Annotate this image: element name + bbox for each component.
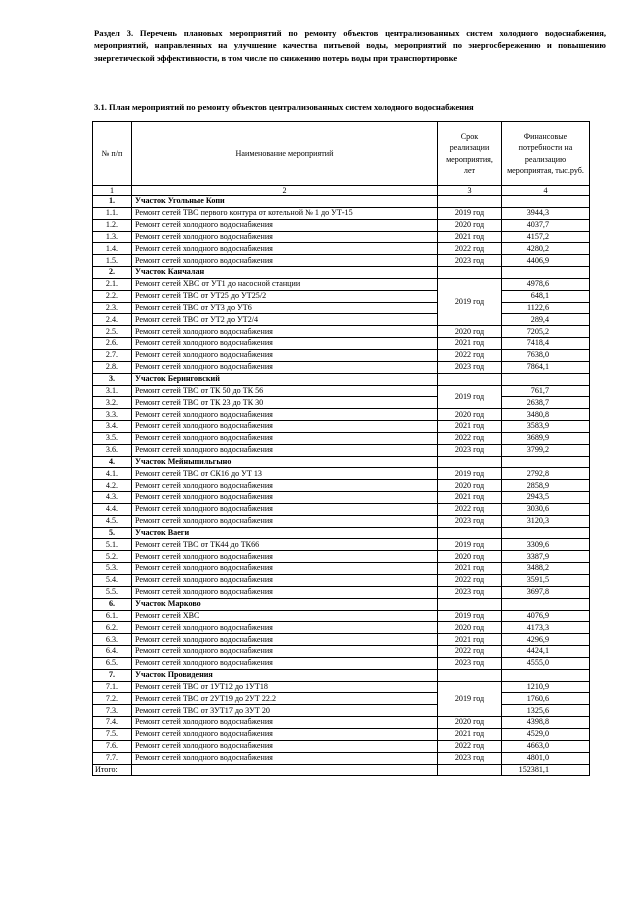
site-number: 1. [93,196,132,208]
financial-need: 7205,2 [502,326,590,338]
table-row [93,480,590,492]
total-row [93,764,590,776]
row-number: 6.1. [93,610,132,622]
row-number: 5.3. [93,563,132,575]
measure-name: Ремонт сетей ХВС от УТ1 до насосной станции [132,278,438,290]
site-empty-money [502,669,590,681]
row-number: 2.3. [93,302,132,314]
header-name: Наименование мероприятий [132,122,438,186]
row-number: 4.4. [93,503,132,515]
row-number: 2.1. [93,278,132,290]
implementation-year: 2019 год [438,681,502,717]
financial-need: 2943,5 [502,492,590,504]
measure-name: Ремонт сетей ТВС от УТ2 до УТ2/4 [132,314,438,326]
table-row [93,243,590,255]
implementation-year: 2021 год [438,338,502,350]
measure-name: Ремонт сетей ТВС от ТК44 до ТК66 [132,539,438,551]
table-row [93,657,590,669]
financial-need: 4173,3 [502,622,590,634]
site-row [93,196,590,208]
implementation-year: 2020 год [438,622,502,634]
financial-need: 2858,9 [502,480,590,492]
header-money: Финансовые потребности на реализацию мероприятая, тыс.руб. [502,122,590,186]
table-row [93,302,590,314]
row-number: 6.3. [93,634,132,646]
implementation-year: 2022 год [438,503,502,515]
measure-name: Ремонт сетей холодного водоснабжения [132,432,438,444]
site-empty-money [502,196,590,208]
table-row [93,515,590,527]
total-money: 152381,1 [502,764,590,776]
total-label: Итого: [93,764,132,776]
financial-need: 1760,6 [502,693,590,705]
repair-plan-table [92,121,590,776]
table-row [93,752,590,764]
financial-need: 4037,7 [502,219,590,231]
site-title: Участок Ваеги [132,527,438,539]
row-number: 5.1. [93,539,132,551]
implementation-year: 2019 год [438,385,502,409]
table-row [93,492,590,504]
header-num: № п/п [93,122,132,186]
row-number: 7.5. [93,728,132,740]
site-number: 2. [93,267,132,279]
financial-need: 3480,8 [502,409,590,421]
row-number: 1.1. [93,207,132,219]
financial-need: 1210,9 [502,681,590,693]
section-heading: Раздел 3. Перечень плановых мероприятий по ремонту объектов централизованных систем холодного водоснабжения, мероприятий, направленных на улучшение качества питьевой воды, мероприятий по энергосбережению и повышению энергетической эффективности, в том числе по снижению потерь воды при транспортировке [94,28,606,63]
table-row [93,397,590,409]
financial-need: 3591,5 [502,575,590,587]
table-row [93,646,590,658]
implementation-year: 2021 год [438,634,502,646]
measure-name: Ремонт сетей холодного водоснабжения [132,657,438,669]
financial-need: 4076,9 [502,610,590,622]
implementation-year: 2020 год [438,551,502,563]
measure-name: Ремонт сетей холодного водоснабжения [132,575,438,587]
table-row [93,622,590,634]
row-number: 4.2. [93,480,132,492]
measure-name: Ремонт сетей холодного водоснабжения [132,243,438,255]
site-number: 4. [93,456,132,468]
measure-name: Ремонт сетей холодного водоснабжения [132,338,438,350]
measure-name: Ремонт сетей холодного водоснабжения [132,421,438,433]
site-row [93,598,590,610]
financial-need: 3120,3 [502,515,590,527]
measure-name: Ремонт сетей холодного водоснабжения [132,563,438,575]
implementation-year: 2022 год [438,349,502,361]
site-row [93,527,590,539]
measure-name: Ремонт сетей ТВС первого контура от котельной № 1 до УТ-15 [132,207,438,219]
financial-need: 3488,2 [502,563,590,575]
measure-name: Ремонт сетей ТВС от УТ25 до УТ25/2 [132,290,438,302]
financial-need: 2792,8 [502,468,590,480]
site-empty-term [438,267,502,279]
row-number: 5.2. [93,551,132,563]
measure-name: Ремонт сетей холодного водоснабжения [132,551,438,563]
measure-name: Ремонт сетей ТВС от УТ3 до УТ6 [132,302,438,314]
table-body [93,196,590,765]
table-row [93,326,590,338]
table-row [93,338,590,350]
table-row [93,740,590,752]
row-number: 2.4. [93,314,132,326]
site-title: Участок Марково [132,598,438,610]
financial-need: 4280,2 [502,243,590,255]
row-number: 3.2. [93,397,132,409]
site-title: Участок Беринговский [132,373,438,385]
row-number: 2.7. [93,349,132,361]
implementation-year: 2019 год [438,278,502,325]
site-empty-term [438,373,502,385]
implementation-year: 2023 год [438,361,502,373]
row-number: 7.7. [93,752,132,764]
financial-need: 648,1 [502,290,590,302]
table-row [93,207,590,219]
implementation-year: 2023 год [438,515,502,527]
site-empty-money [502,267,590,279]
row-number: 3.1. [93,385,132,397]
measure-name: Ремонт сетей холодного водоснабжения [132,480,438,492]
row-number: 7.3. [93,705,132,717]
measure-name: Ремонт сетей холодного водоснабжения [132,255,438,267]
measure-name: Ремонт сетей холодного водоснабжения [132,503,438,515]
measure-name: Ремонт сетей ТВС от ТК 23 до ТК 30 [132,397,438,409]
financial-need: 7864,1 [502,361,590,373]
row-number: 3.6. [93,444,132,456]
implementation-year: 2023 год [438,657,502,669]
implementation-year: 2023 год [438,444,502,456]
measure-name: Ремонт сетей холодного водоснабжения [132,586,438,598]
row-number: 3.5. [93,432,132,444]
column-number: 1 [93,186,132,196]
implementation-year: 2022 год [438,740,502,752]
financial-need: 7418,4 [502,338,590,350]
column-number: 2 [132,186,438,196]
implementation-year: 2021 год [438,231,502,243]
implementation-year: 2019 год [438,610,502,622]
table-row [93,610,590,622]
column-number-row [93,186,590,196]
financial-need: 4296,9 [502,634,590,646]
site-empty-money [502,598,590,610]
header-term: Срок реализации мероприятия, лет [438,122,502,186]
implementation-year: 2020 год [438,717,502,729]
measure-name: Ремонт сетей холодного водоснабжения [132,219,438,231]
row-number: 5.5. [93,586,132,598]
table-row [93,468,590,480]
table-row [93,278,590,290]
implementation-year: 2020 год [438,219,502,231]
site-row [93,267,590,279]
implementation-year: 2020 год [438,326,502,338]
table-row [93,421,590,433]
financial-need: 3697,8 [502,586,590,598]
implementation-year: 2022 год [438,432,502,444]
row-number: 2.5. [93,326,132,338]
measure-name: Ремонт сетей холодного водоснабжения [132,740,438,752]
measure-name: Ремонт сетей холодного водоснабжения [132,409,438,421]
table-row [93,361,590,373]
financial-need: 4801,0 [502,752,590,764]
financial-need: 4406,9 [502,255,590,267]
measure-name: Ремонт сетей ТВС от 2УТ19 до 2УТ 22.2 [132,693,438,705]
implementation-year: 2023 год [438,255,502,267]
table-row [93,255,590,267]
measure-name: Ремонт сетей ТВС от СК16 до УТ 13 [132,468,438,480]
implementation-year: 2019 год [438,539,502,551]
row-number: 5.4. [93,575,132,587]
site-title: Участок Угольные Копи [132,196,438,208]
site-title: Участок Канчалан [132,267,438,279]
measure-name: Ремонт сетей холодного водоснабжения [132,231,438,243]
site-row [93,373,590,385]
implementation-year: 2021 год [438,492,502,504]
table-row [93,231,590,243]
table-row [93,290,590,302]
financial-need: 4529,0 [502,728,590,740]
table-row [93,563,590,575]
row-number: 4.3. [93,492,132,504]
financial-need: 7638,0 [502,349,590,361]
table-row [93,728,590,740]
measure-name: Ремонт сетей холодного водоснабжения [132,634,438,646]
financial-need: 3387,9 [502,551,590,563]
site-number: 7. [93,669,132,681]
table-row [93,634,590,646]
row-number: 1.4. [93,243,132,255]
site-empty-term [438,598,502,610]
measure-name: Ремонт сетей холодного водоснабжения [132,349,438,361]
table-row [93,551,590,563]
financial-need: 3689,9 [502,432,590,444]
financial-need: 4663,0 [502,740,590,752]
table-row [93,705,590,717]
measure-name: Ремонт сетей ХВС [132,610,438,622]
financial-need: 4398,8 [502,717,590,729]
row-number: 3.4. [93,421,132,433]
measure-name: Ремонт сетей ТВС от 3УТ17 до 3УТ 20 [132,705,438,717]
table-row [93,586,590,598]
site-number: 5. [93,527,132,539]
site-number: 6. [93,598,132,610]
financial-need: 1325,6 [502,705,590,717]
measure-name: Ремонт сетей холодного водоснабжения [132,515,438,527]
financial-need: 3030,6 [502,503,590,515]
implementation-year: 2022 год [438,575,502,587]
table-row [93,385,590,397]
row-number: 1.5. [93,255,132,267]
header-row [93,122,590,186]
implementation-year: 2023 год [438,752,502,764]
implementation-year: 2020 год [438,409,502,421]
site-row [93,669,590,681]
financial-need: 4424,1 [502,646,590,658]
row-number: 6.4. [93,646,132,658]
site-title: Участок Мейныпильгыно [132,456,438,468]
total-empty-cell [132,764,438,776]
row-number: 2.6. [93,338,132,350]
row-number: 6.5. [93,657,132,669]
column-number: 3 [438,186,502,196]
financial-need: 2638,7 [502,397,590,409]
implementation-year: 2022 год [438,243,502,255]
table-row [93,681,590,693]
row-number: 7.4. [93,717,132,729]
measure-name: Ремонт сетей холодного водоснабжения [132,717,438,729]
site-empty-term [438,669,502,681]
row-number: 1.3. [93,231,132,243]
measure-name: Ремонт сетей холодного водоснабжения [132,361,438,373]
measure-name: Ремонт сетей холодного водоснабжения [132,492,438,504]
financial-need: 4555,0 [502,657,590,669]
row-number: 7.2. [93,693,132,705]
measure-name: Ремонт сетей холодного водоснабжения [132,622,438,634]
row-number: 7.6. [93,740,132,752]
measure-name: Ремонт сетей холодного водоснабжения [132,326,438,338]
subsection-heading: 3.1. План мероприятий по ремонту объектов централизованных систем холодного водоснабжения [94,102,474,112]
column-number: 4 [502,186,590,196]
financial-need: 289,4 [502,314,590,326]
measure-name: Ремонт сетей холодного водоснабжения [132,728,438,740]
measure-name: Ремонт сетей холодного водоснабжения [132,444,438,456]
financial-need: 3583,9 [502,421,590,433]
table-row [93,432,590,444]
implementation-year: 2021 год [438,728,502,740]
table-row [93,349,590,361]
row-number: 6.2. [93,622,132,634]
row-number: 7.1. [93,681,132,693]
measure-name: Ремонт сетей ТВС от 1УТ12 до 1УТ18 [132,681,438,693]
site-empty-money [502,456,590,468]
row-number: 2.8. [93,361,132,373]
table-row [93,219,590,231]
measure-name: Ремонт сетей холодного водоснабжения [132,646,438,658]
total-empty-cell [438,764,502,776]
row-number: 3.3. [93,409,132,421]
site-empty-money [502,373,590,385]
site-empty-term [438,527,502,539]
measure-name: Ремонт сетей ТВС от ТК 50 до ТК 56 [132,385,438,397]
implementation-year: 2022 год [438,646,502,658]
table-row [93,409,590,421]
financial-need: 1122,6 [502,302,590,314]
site-number: 3. [93,373,132,385]
table-row [93,575,590,587]
site-empty-term [438,456,502,468]
site-row [93,456,590,468]
measure-name: Ремонт сетей холодного водоснабжения [132,752,438,764]
row-number: 4.1. [93,468,132,480]
implementation-year: 2020 год [438,480,502,492]
table-row [93,539,590,551]
implementation-year: 2023 год [438,586,502,598]
site-title: Участок Провидения [132,669,438,681]
implementation-year: 2021 год [438,563,502,575]
financial-need: 4978,6 [502,278,590,290]
row-number: 2.2. [93,290,132,302]
table-row [93,444,590,456]
site-empty-money [502,527,590,539]
implementation-year: 2019 год [438,207,502,219]
row-number: 1.2. [93,219,132,231]
table-row [93,314,590,326]
table-row [93,693,590,705]
implementation-year: 2021 год [438,421,502,433]
site-empty-term [438,196,502,208]
table-row [93,503,590,515]
row-number: 4.5. [93,515,132,527]
financial-need: 3309,6 [502,539,590,551]
financial-need: 3944,3 [502,207,590,219]
financial-need: 3799,2 [502,444,590,456]
financial-need: 4157,2 [502,231,590,243]
financial-need: 761,7 [502,385,590,397]
implementation-year: 2019 год [438,468,502,480]
table-row [93,717,590,729]
